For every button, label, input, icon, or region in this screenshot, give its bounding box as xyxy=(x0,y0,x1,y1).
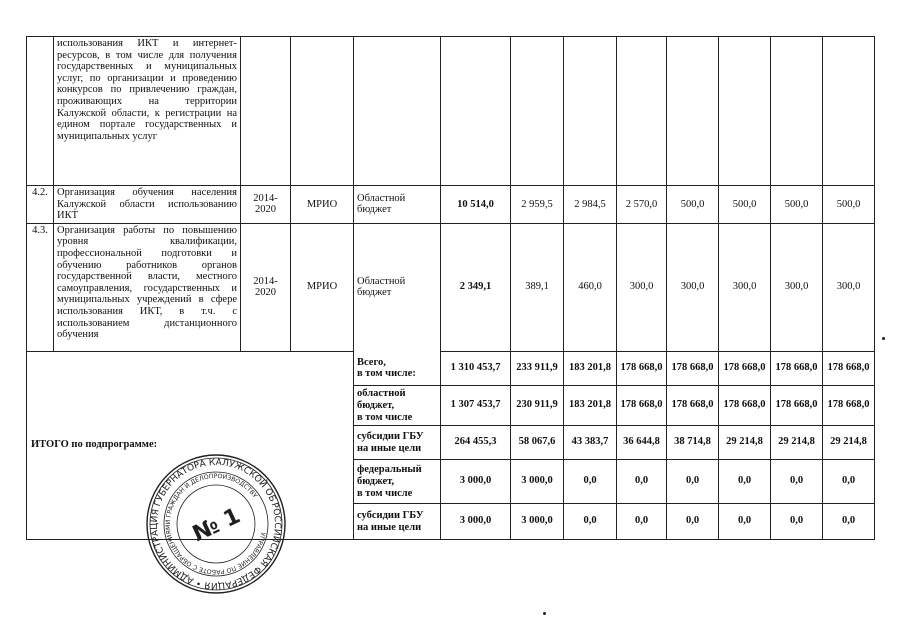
year-value-cell: 3 000,0 xyxy=(511,459,564,503)
total-cell: 2 349,1 xyxy=(441,223,511,351)
year-value-cell: 178 668,0 xyxy=(667,351,719,385)
subprogram-total-label: ИТОГО по подпрограмме: xyxy=(27,351,441,539)
year-value-cell: 178 668,0 xyxy=(823,351,875,385)
scan-speck xyxy=(882,337,885,340)
funding-source-label: федеральный бюджет, в том числе xyxy=(353,459,440,503)
year-value-cell: 500,0 xyxy=(771,186,823,224)
year-value-cell: 178 668,0 xyxy=(823,385,875,425)
table-row xyxy=(27,186,875,224)
table-row xyxy=(27,223,875,351)
stamp-inner-text: УПРАВЛЕНИЕ ПО РАБОТЕ С ОБРАЩЕНИЯМИ ГРАЖДАН И ДЕЛОПРОИЗВОДСТВУ xyxy=(164,472,267,576)
year-value-cell: 0,0 xyxy=(617,503,667,539)
year-value-cell: 3 000,0 xyxy=(511,503,564,539)
year-value-cell: 230 911,9 xyxy=(511,385,564,425)
year-value-cell: 0,0 xyxy=(823,503,875,539)
year-value-cell: 300,0 xyxy=(823,223,875,351)
year-value-cell: 36 644,8 xyxy=(617,425,667,459)
stamp-outer-text: РОССИЙСКАЯ ФЕДЕРАЦИЯ • АДМИНИСТРАЦИЯ ГУБЕРНАТОРА КАЛУЖСКОЙ ОБЛАСТИ xyxy=(149,457,283,591)
year-value-cell: 389,1 xyxy=(511,223,564,351)
summary-row xyxy=(27,351,875,385)
executor-cell: МРИО xyxy=(291,223,354,351)
year-value-cell: 2 984,5 xyxy=(564,186,617,224)
executor-cell: МРИО xyxy=(291,186,354,224)
year-value-cell: 233 911,9 xyxy=(511,351,564,385)
year-value-cell: 460,0 xyxy=(564,223,617,351)
scan-speck xyxy=(543,612,546,615)
year-value-cell: 178 668,0 xyxy=(617,385,667,425)
row-number-cell: 4.2. xyxy=(27,186,54,224)
period-cell: 2014-2020 xyxy=(241,186,291,224)
official-seal-stamp xyxy=(145,453,287,595)
total-cell: 1 310 453,7 xyxy=(441,351,511,385)
year-value-cell: 43 383,7 xyxy=(564,425,617,459)
year-value-cell: 0,0 xyxy=(823,459,875,503)
year-value-cell: 0,0 xyxy=(667,459,719,503)
row-number-cell: 4.3. xyxy=(27,223,54,351)
funding-source-label: субсидии ГБУ на иные цели xyxy=(353,503,440,539)
year-value-cell: 29 214,8 xyxy=(823,425,875,459)
funding-source-label: субсидии ГБУ на иные цели xyxy=(353,425,440,459)
period-cell: 2014-2020 xyxy=(241,223,291,351)
year-value-cell: 0,0 xyxy=(564,459,617,503)
year-value-cell: 300,0 xyxy=(771,223,823,351)
year-value-cell: 38 714,8 xyxy=(667,425,719,459)
funding-source-cell: Областной бюджет xyxy=(354,186,441,224)
year-value-cell: 0,0 xyxy=(667,503,719,539)
year-value-cell: 0,0 xyxy=(771,503,823,539)
year-value-cell: 178 668,0 xyxy=(719,351,771,385)
year-value-cell: 500,0 xyxy=(667,186,719,224)
funding-source-label: Всего, в том числе: xyxy=(353,351,440,385)
funding-source-cell: Областной бюджет xyxy=(354,223,441,351)
measure-name-cell: Организация обучения населения Калужской области использованию ИКТ xyxy=(54,186,241,224)
year-value-cell: 500,0 xyxy=(719,186,771,224)
total-cell: 264 455,3 xyxy=(441,425,511,459)
year-value-cell: 300,0 xyxy=(667,223,719,351)
year-value-cell: 0,0 xyxy=(719,459,771,503)
year-value-cell: 0,0 xyxy=(617,459,667,503)
year-value-cell: 178 668,0 xyxy=(719,385,771,425)
year-value-cell: 29 214,8 xyxy=(771,425,823,459)
measure-name-cell: использования ИКТ и интернет-ресурсов, в том числе для получения государственных и муниципальных услуг, по организации и проведению конкурсов по привлечению граждан, проживающих на территории Калужской области, к регистрации на едином портале государственных и муниципальных услуг xyxy=(54,37,241,186)
year-value-cell: 29 214,8 xyxy=(719,425,771,459)
measure-name-cell: Организация работы по повышению уровня квалификации, профессиональной подготовки и обучению работников органов государственной власти, местного самоуправления, государственных и муниципальных учреждений в сфере использования ИКТ, в т.ч. с использованием дистанционного обучения xyxy=(54,223,241,351)
funding-source-label: областной бюджет, в том числе xyxy=(353,385,440,425)
year-value-cell: 0,0 xyxy=(564,503,617,539)
year-value-cell: 500,0 xyxy=(823,186,875,224)
year-value-cell: 183 201,8 xyxy=(564,385,617,425)
year-value-cell: 178 668,0 xyxy=(771,385,823,425)
year-value-cell: 300,0 xyxy=(617,223,667,351)
year-value-cell: 178 668,0 xyxy=(771,351,823,385)
year-value-cell: 0,0 xyxy=(719,503,771,539)
year-value-cell: 2 959,5 xyxy=(511,186,564,224)
year-value-cell: 183 201,8 xyxy=(564,351,617,385)
total-cell: 1 307 453,7 xyxy=(441,385,511,425)
row-number-cell xyxy=(27,37,54,186)
stamp-number: № 1 xyxy=(188,503,245,548)
year-value-cell: 2 570,0 xyxy=(617,186,667,224)
year-value-cell: 58 067,6 xyxy=(511,425,564,459)
year-value-cell: 0,0 xyxy=(771,459,823,503)
year-value-cell: 178 668,0 xyxy=(617,351,667,385)
year-value-cell: 178 668,0 xyxy=(667,385,719,425)
year-value-cell: 300,0 xyxy=(719,223,771,351)
total-cell: 3 000,0 xyxy=(441,503,511,539)
total-cell: 3 000,0 xyxy=(441,459,511,503)
total-cell: 10 514,0 xyxy=(441,186,511,224)
table-row xyxy=(27,37,875,186)
